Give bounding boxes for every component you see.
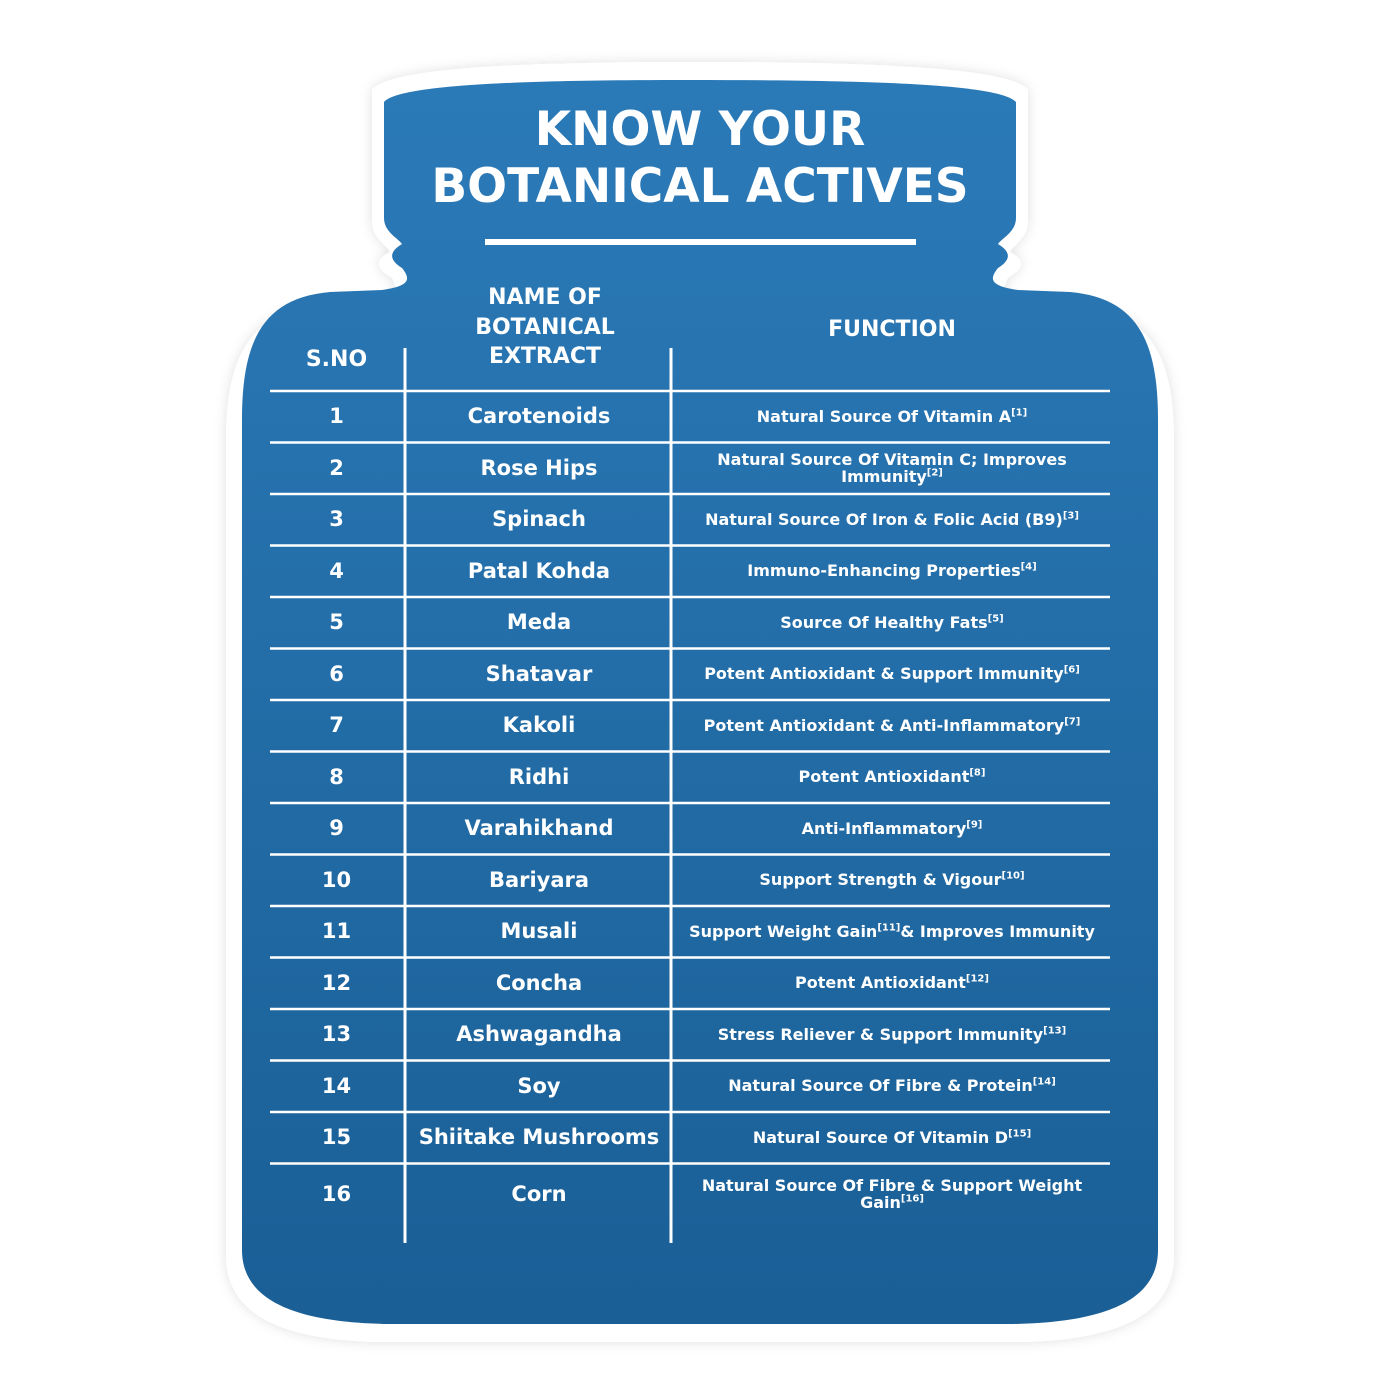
sno-cell: 2 (329, 455, 344, 480)
sno-cell: 15 (321, 1125, 352, 1150)
function-label: Potent Antioxidant & Anti-Inflammatory (703, 715, 1065, 735)
function-label: Stress Reliever & Support Immunity (717, 1024, 1044, 1044)
reference-superscript: [11] (877, 922, 901, 934)
title-line-2: BOTANICAL ACTIVES (431, 159, 969, 214)
botanical-name-cell: Bariyara (488, 867, 590, 892)
reference-superscript: [7] (1064, 716, 1081, 728)
reference-superscript: [16] (900, 1193, 924, 1205)
function-text (704, 717, 1081, 735)
botanical-name-cell: Ridhi (508, 764, 570, 789)
header-botanical-name: NAME OF BOTANICAL EXTRACT (475, 285, 615, 370)
function-text (704, 665, 1080, 683)
function-cell (674, 855, 1110, 907)
function-text (757, 408, 1027, 426)
function-cell (674, 1009, 1110, 1061)
function-cell (674, 546, 1110, 598)
function-cell (674, 1164, 1110, 1226)
sno-cell: 4 (329, 558, 344, 583)
function-cell (674, 494, 1110, 546)
botanical-name-cell: Soy (517, 1073, 561, 1098)
function-text (795, 974, 989, 992)
botanical-name-cell: Meda (506, 610, 572, 635)
function-text (718, 1026, 1066, 1044)
function-text (799, 768, 986, 786)
function-text (753, 1129, 1031, 1147)
reference-superscript: [12] (965, 974, 989, 986)
function-text (680, 1177, 1104, 1212)
botanical-name-cell: Corn (511, 1181, 567, 1206)
function-text (747, 562, 1036, 580)
sno-cell: 16 (321, 1181, 352, 1206)
sno-cell: 7 (329, 713, 344, 738)
function-cell (674, 391, 1110, 443)
function-label: Natural Source Of Vitamin A (756, 406, 1012, 426)
function-label: Support Weight Gain (689, 921, 878, 941)
function-cell (674, 906, 1110, 958)
function-cell (674, 752, 1110, 804)
reference-superscript: [14] (1032, 1077, 1056, 1089)
title-underline (485, 239, 916, 245)
botanical-name-cell: Shiitake Mushrooms (418, 1125, 660, 1150)
header-function: FUNCTION (828, 317, 956, 342)
function-cell (674, 1112, 1110, 1164)
function-cell (674, 700, 1110, 752)
function-text (705, 511, 1079, 529)
botanical-name-cell: Carotenoids (467, 404, 611, 429)
reference-superscript: [15] (1008, 1128, 1032, 1140)
sno-cell: 8 (329, 764, 344, 789)
function-cell (674, 649, 1110, 701)
function-cell (674, 443, 1110, 495)
reference-superscript: [9] (966, 819, 983, 831)
botanical-name-cell: Patal Kohda (467, 558, 611, 583)
function-label: Natural Source Of Vitamin D (752, 1127, 1009, 1147)
botanical-name-cell: Varahikhand (464, 816, 614, 841)
reference-superscript: [10] (1001, 871, 1025, 883)
function-label: Potent Antioxidant (798, 767, 970, 787)
function-label: Natural Source Of Vitamin C; Improves Immunity (717, 449, 1067, 487)
sno-cell: 11 (321, 919, 352, 944)
function-cell (674, 803, 1110, 855)
botanical-name-cell: Kakoli (502, 713, 576, 738)
function-text (728, 1077, 1056, 1095)
sno-cell: 1 (329, 404, 344, 429)
sno-cell: 9 (329, 816, 344, 841)
botanical-name-cell: Spinach (492, 507, 586, 532)
function-text (759, 871, 1024, 889)
function-text (780, 614, 1003, 632)
sno-cell: 6 (329, 661, 344, 686)
title-line-1: KNOW YOUR (534, 102, 866, 157)
sno-cell: 12 (321, 970, 352, 995)
function-label-continued: & Improves Immunity (900, 921, 1095, 941)
reference-superscript: [1] (1011, 407, 1028, 419)
function-label: Potent Antioxidant & Support Immunity (704, 664, 1064, 684)
reference-superscript: [5] (987, 613, 1004, 625)
sno-cell: 3 (329, 507, 344, 532)
function-cell (674, 597, 1110, 649)
function-label: Anti-Inflammatory (801, 818, 967, 838)
reference-superscript: [13] (1043, 1025, 1067, 1037)
reference-superscript: [2] (926, 467, 943, 479)
botanical-name-cell: Rose Hips (480, 455, 598, 480)
sno-cell: 10 (321, 867, 352, 892)
function-label: Immuno-Enhancing Properties (747, 561, 1021, 581)
function-label: Natural Source Of Fibre & Protein (728, 1076, 1033, 1096)
reference-superscript: [4] (1020, 562, 1037, 574)
function-label: Source Of Healthy Fats (780, 612, 988, 632)
sno-cell: 5 (329, 610, 344, 635)
botanical-name-cell: Musali (500, 919, 578, 944)
function-text (689, 923, 1095, 941)
function-label: Support Strength & Vigour (759, 870, 1002, 890)
botanical-name-cell: Shatavar (485, 661, 593, 686)
function-cell (674, 958, 1110, 1010)
botanical-name-cell: Ashwagandha (456, 1022, 622, 1047)
botanical-name-cell: Concha (495, 970, 583, 995)
function-text (680, 451, 1104, 486)
sno-cell: 14 (321, 1073, 352, 1098)
function-cell (674, 1061, 1110, 1113)
function-text (802, 820, 983, 838)
function-label: Potent Antioxidant (795, 973, 966, 993)
reference-superscript: [3] (1062, 510, 1079, 522)
sno-cell: 13 (321, 1022, 352, 1047)
reference-superscript: [8] (969, 768, 986, 780)
function-label: Natural Source Of Fibre & Support Weight Gain (701, 1175, 1083, 1213)
header-sno: S.NO (305, 347, 368, 372)
function-label: Natural Source Of Iron & Folic Acid (B9) (705, 509, 1063, 529)
reference-superscript: [6] (1063, 665, 1080, 677)
